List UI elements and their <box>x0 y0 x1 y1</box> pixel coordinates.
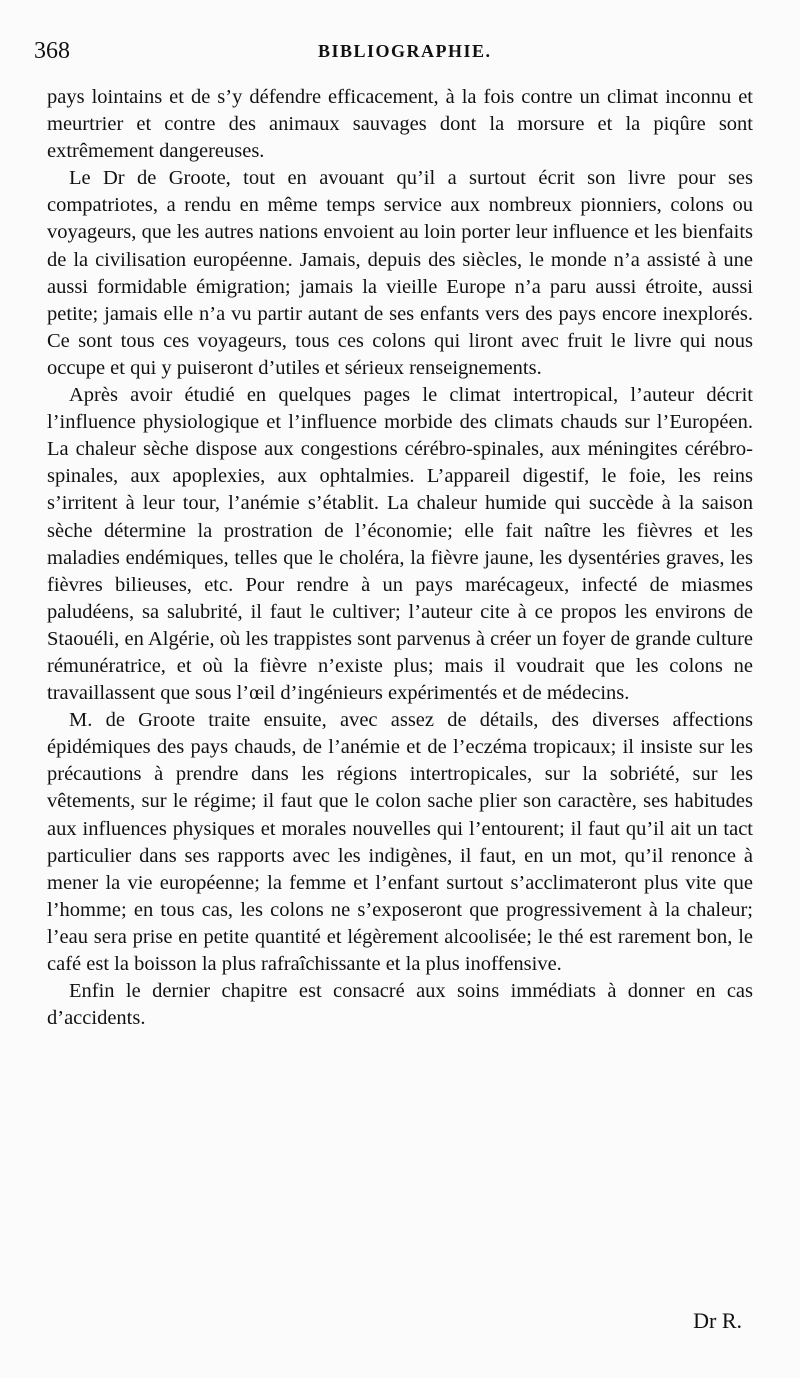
page-header <box>34 38 754 74</box>
running-title: BIBLIOGRAPHIE. <box>318 41 492 61</box>
paragraph-4: M. de Groote traite ensuite, avec assez de détails, des diverses affections épidémiques des pays chauds, de l’anémie et de l’eczéma tropicaux; il insiste sur les précautions à prendre dans les régions intertropicales, sur la sobriété, sur les vêtements, sur le régime; il faut que le colon sache plier son caractère, ses habitudes aux influences physiques et morales nouvelles qui l’entourent; il faut qu’il ait un tact particulier dans ses rapports avec les indigènes, il faut, en un mot, qu’il renonce à mener la vie européenne; la femme et l’enfant surtout s’acclimateront plus vite que l’homme; en tous cas, les colons ne s’exposeront que progressivement à la chaleur; l’eau sera prise en petite quantité et légèrement alcoolisée; le thé est rarement bon, le café est la boisson la plus rafraîchissante et la plus inoffensive. <box>47 709 753 975</box>
page-number: 368 <box>34 38 70 64</box>
author-signature: Dr R. <box>693 1308 742 1333</box>
paragraph-1: pays lointains et de s’y défendre efficacement, à la fois contre un climat inconnu et meurtrier et contre des animaux sauvages dont la morsure et la piqûre sont extrêmement dangereuses. <box>47 86 753 163</box>
paragraph-3: Après avoir étudié en quelques pages le climat intertropical, l’auteur décrit l’influence physiologique et l’influence morbide des climats chauds sur l’Européen. La chaleur sèche dispose aux congestions cérébro-spinales, aux méningites cérébro-spinales, aux apoplexies, aux ophtalmies. L’appareil digestif, le foie, les reins s’irritent à leur tour, l’anémie s’établit. La chaleur humide qui succède à la saison sèche détermine la prostration de l’économie; elle fait naître les fièvres et les maladies endémiques, telles que le choléra, la fièvre jaune, les dysentéries graves, les fièvres bilieuses, etc. Pour rendre à un pays marécageux, infecté de miasmes paludéens, sa salubrité, il faut le cultiver; l’auteur cite à ce propos les environs de Staouéli, en Algérie, où les trappistes sont parvenus à créer un foyer de grande culture rémunératrice, et où la fièvre n’existe plus; mais il voudrait que les colons ne travaillassent que sous l’œil d’ingénieurs expérimentés et de médecins. <box>47 384 753 705</box>
article-body <box>47 84 753 1032</box>
paragraph-5: Enfin le dernier chapitre est consacré aux soins immédiats à donner en cas d’accidents. <box>47 980 753 1030</box>
paragraph-2: Le Dr de Groote, tout en avouant qu’il a surtout écrit son livre pour ses compatriotes, a rendu en même temps service aux nombreux pionniers, colons ou voyageurs, que les autres nations envoient au loin porter leur influence et les bienfaits de la civilisation européenne. Jamais, depuis des siècles, le monde n’a assisté à une aussi formidable émigration; jamais la vieille Europe n’a paru aussi étroite, aussi petite; jamais elle n’a vu partir autant de ses enfants vers des pays encore inexplorés. Ce sont tous ces voyageurs, tous ces colons qui liront avec fruit le livre qui nous occupe et qui y puiseront d’utiles et sérieux renseignements. <box>47 167 753 379</box>
